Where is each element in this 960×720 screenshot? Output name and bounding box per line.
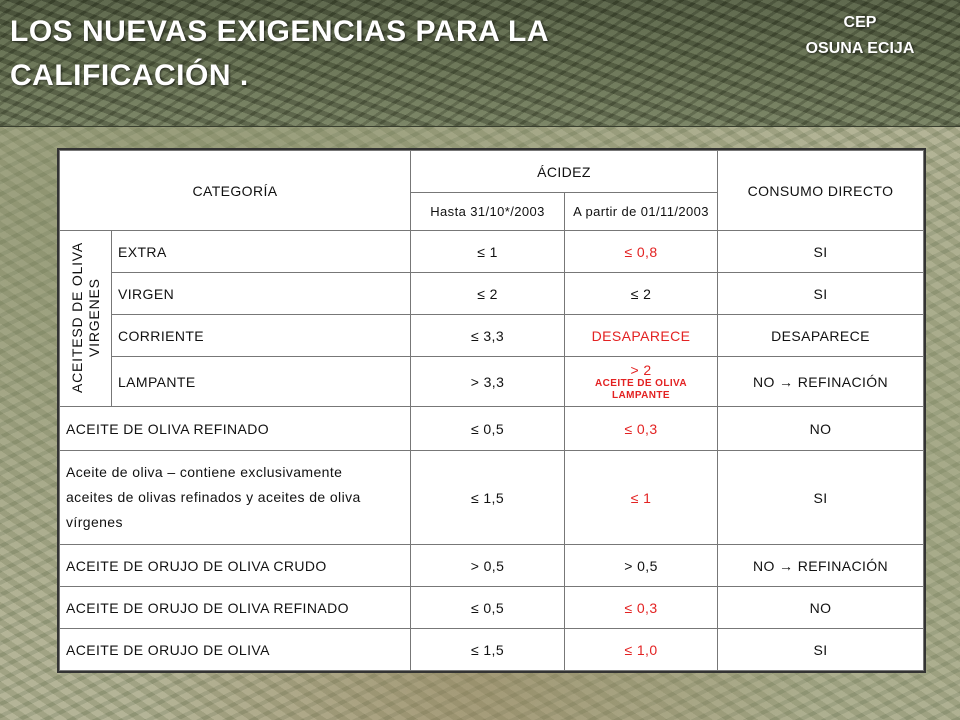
cell-hasta: ≤ 2: [411, 273, 565, 315]
header-banner: [0, 0, 960, 127]
cell-apartir-note: ACEITE DE OLIVA LAMPANTE: [595, 377, 687, 401]
cell-apartir: ≤ 1,0: [565, 629, 718, 671]
cell-hasta: ≤ 1: [411, 231, 565, 273]
header-categoria: CATEGORÍA: [60, 151, 411, 231]
cell-consumo: NO → REFINACIÓN: [718, 545, 924, 587]
cell-hasta: ≤ 1,5: [411, 629, 565, 671]
cell-consumo: DESAPARECE: [718, 315, 924, 357]
org-line-2: OSUNA ECIJA: [805, 40, 915, 57]
table-row-category: ACEITE DE ORUJO DE OLIVA: [60, 629, 411, 671]
cell-hasta: ≤ 3,3: [411, 315, 565, 357]
cell-apartir: ≤ 0,3: [565, 587, 718, 629]
cell-consumo: NO: [718, 587, 924, 629]
cell-apartir: ≤ 1: [565, 451, 718, 545]
cell-hasta: > 0,5: [411, 545, 565, 587]
group-label: ACEITESD DE OLIVA VIRGENES: [68, 241, 102, 393]
table-row-category: ACEITE DE ORUJO DE OLIVA CRUDO: [60, 545, 411, 587]
header-consumo: CONSUMO DIRECTO: [718, 151, 924, 231]
acidity-table: [57, 148, 926, 673]
org-line-1: CEP: [843, 14, 877, 31]
table-row-category: VIRGEN: [112, 273, 411, 315]
table-row-category: LAMPANTE: [112, 357, 411, 407]
cell-apartir-value: > 2: [630, 361, 652, 378]
cell-apartir: ≤ 0,3: [565, 407, 718, 451]
cell-apartir: DESAPARECE: [565, 315, 718, 357]
header-hasta: Hasta 31/10*/2003: [411, 193, 565, 231]
cell-consumo: NO → REFINACIÓN: [718, 357, 924, 407]
cell-hasta: > 3,3: [411, 357, 565, 407]
org-label: [780, 10, 940, 62]
page-title: LOS NUEVAS EXIGENCIAS PARA LA CALIFICACIÓN .: [10, 15, 548, 92]
table-row-category: Aceite de oliva – contiene exclusivamente aceites de olivas refinados y aceites de oliva vírgenes: [60, 451, 411, 545]
table-row-category: ACEITE DE ORUJO DE OLIVA REFINADO: [60, 587, 411, 629]
table-row-category: CORRIENTE: [112, 315, 411, 357]
cell-hasta: ≤ 0,5: [411, 587, 565, 629]
cell-consumo: SI: [718, 231, 924, 273]
cell-apartir: ≤ 0,8: [565, 231, 718, 273]
cell-hasta: ≤ 1,5: [411, 451, 565, 545]
cell-consumo: SI: [718, 273, 924, 315]
cell-apartir: > 0,5: [565, 545, 718, 587]
cell-apartir: [565, 357, 718, 407]
cell-apartir: ≤ 2: [565, 273, 718, 315]
cell-consumo: SI: [718, 629, 924, 671]
header-acidez: ÁCIDEZ: [411, 151, 718, 193]
table-row-category: ACEITE DE OLIVA REFINADO: [60, 407, 411, 451]
cell-consumo: SI: [718, 451, 924, 545]
group-label-cell: [60, 231, 112, 407]
cell-consumo: NO: [718, 407, 924, 451]
header-apartir: A partir de 01/11/2003: [565, 193, 718, 231]
table-row-category: EXTRA: [112, 231, 411, 273]
cell-hasta: ≤ 0,5: [411, 407, 565, 451]
